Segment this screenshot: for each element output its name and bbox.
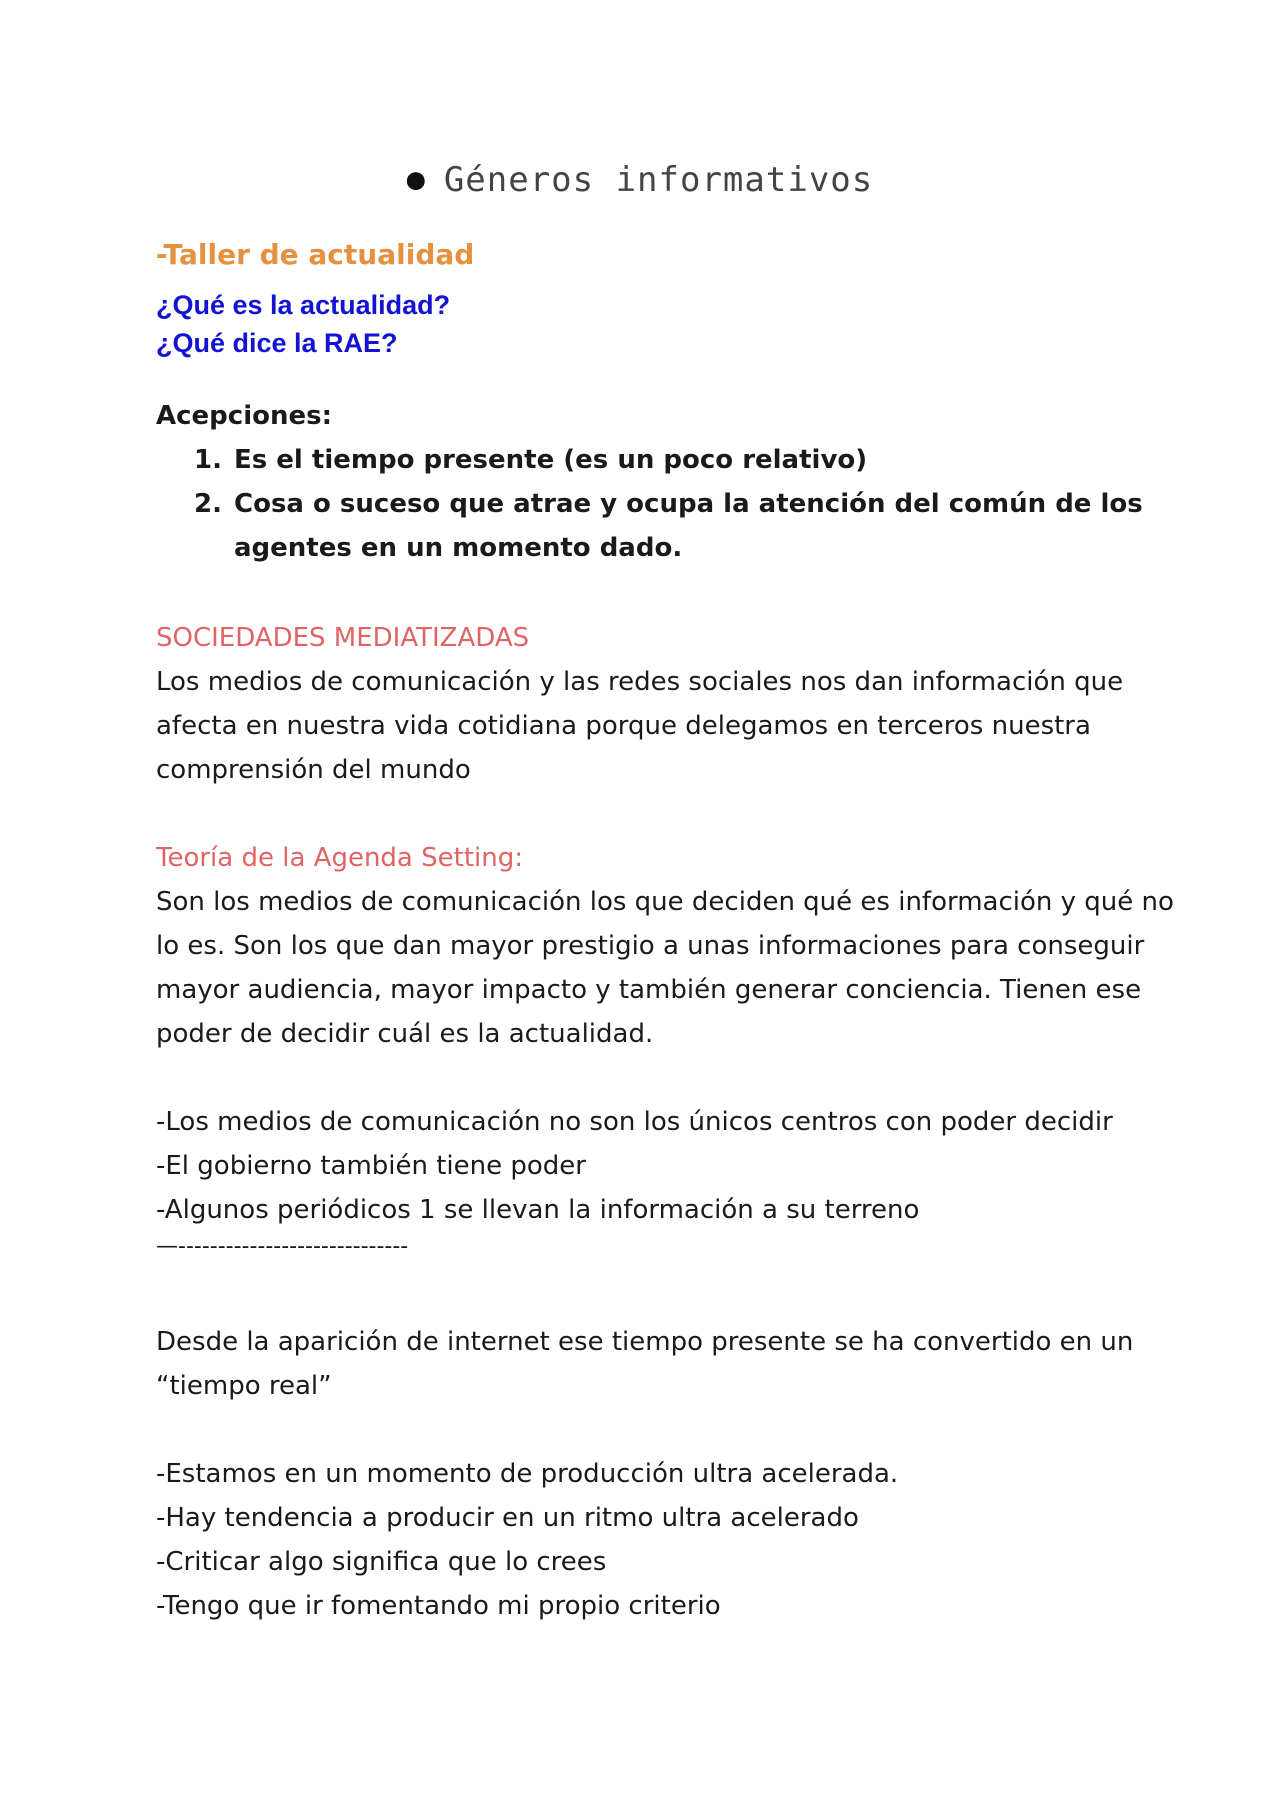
list-item-number: 1. [194,445,222,475]
taller-heading: -Taller de actualidad [156,238,475,271]
taller-questions [156,286,450,362]
list-item: -Estamos en un momento de producción ultra acelerada. [156,1459,899,1489]
list-item: -Algunos periódicos 1 se llevan la información a su terreno [156,1195,920,1225]
paragraph-line: comprensión del mundo [156,755,471,785]
list-item [194,482,1143,570]
list-item: -El gobierno también tiene poder [156,1151,586,1181]
acepciones-list [156,438,1143,570]
acepciones-section [156,394,1143,570]
sociedades-section [156,616,1123,792]
paragraph-line: mayor audiencia, mayor impacto y también generar conciencia. Tienen ese [156,975,1142,1005]
divider-line: —----------------------------- [156,1234,409,1259]
list-item: -Criticar algo significa que lo crees [156,1547,607,1577]
list-item: -Hay tendencia a producir en un ritmo ultra acelerado [156,1503,859,1533]
document-title [0,160,1280,200]
list-item [194,438,1143,482]
list-item-number: 2. [194,489,222,519]
sociedades-heading: SOCIEDADES MEDIATIZADAS [156,623,530,653]
list-item-text: Es el tiempo presente (es un poco relativo) [234,445,868,475]
question-rae: ¿Qué dice la RAE? [156,328,398,358]
internet-section [156,1320,1133,1408]
paragraph-line: afecta en nuestra vida cotidiana porque delegamos en terceros nuestra [156,711,1091,741]
points-second [156,1452,898,1628]
paragraph-line: Los medios de comunicación y las redes sociales nos dan información que [156,667,1124,697]
acepciones-label: Acepciones: [156,401,332,431]
agenda-heading: Teoría de la Agenda Setting: [156,843,523,873]
list-item: -Tengo que ir fomentando mi propio criterio [156,1591,721,1621]
paragraph-line: Desde la aparición de internet ese tiempo presente se ha convertido en un [156,1327,1134,1357]
list-item-text: agentes en un momento dado. [234,533,683,563]
points-first [156,1100,1113,1262]
question-actualidad: ¿Qué es la actualidad? [156,290,451,320]
title-text: Géneros informativos [443,160,874,200]
paragraph-line: Son los medios de comunicación los que deciden qué es información y qué no [156,887,1174,917]
paragraph-line: “tiempo real” [156,1371,332,1401]
list-item: -Los medios de comunicación no son los únicos centros con poder decidir [156,1107,1113,1137]
paragraph-line: poder de decidir cuál es la actualidad. [156,1019,654,1049]
agenda-section [156,836,1174,1056]
title-bullet: ● [406,162,426,197]
paragraph-line: lo es. Son los que dan mayor prestigio a unas informaciones para conseguir [156,931,1145,961]
list-item-text: Cosa o suceso que atrae y ocupa la atención del común de los [234,489,1143,519]
